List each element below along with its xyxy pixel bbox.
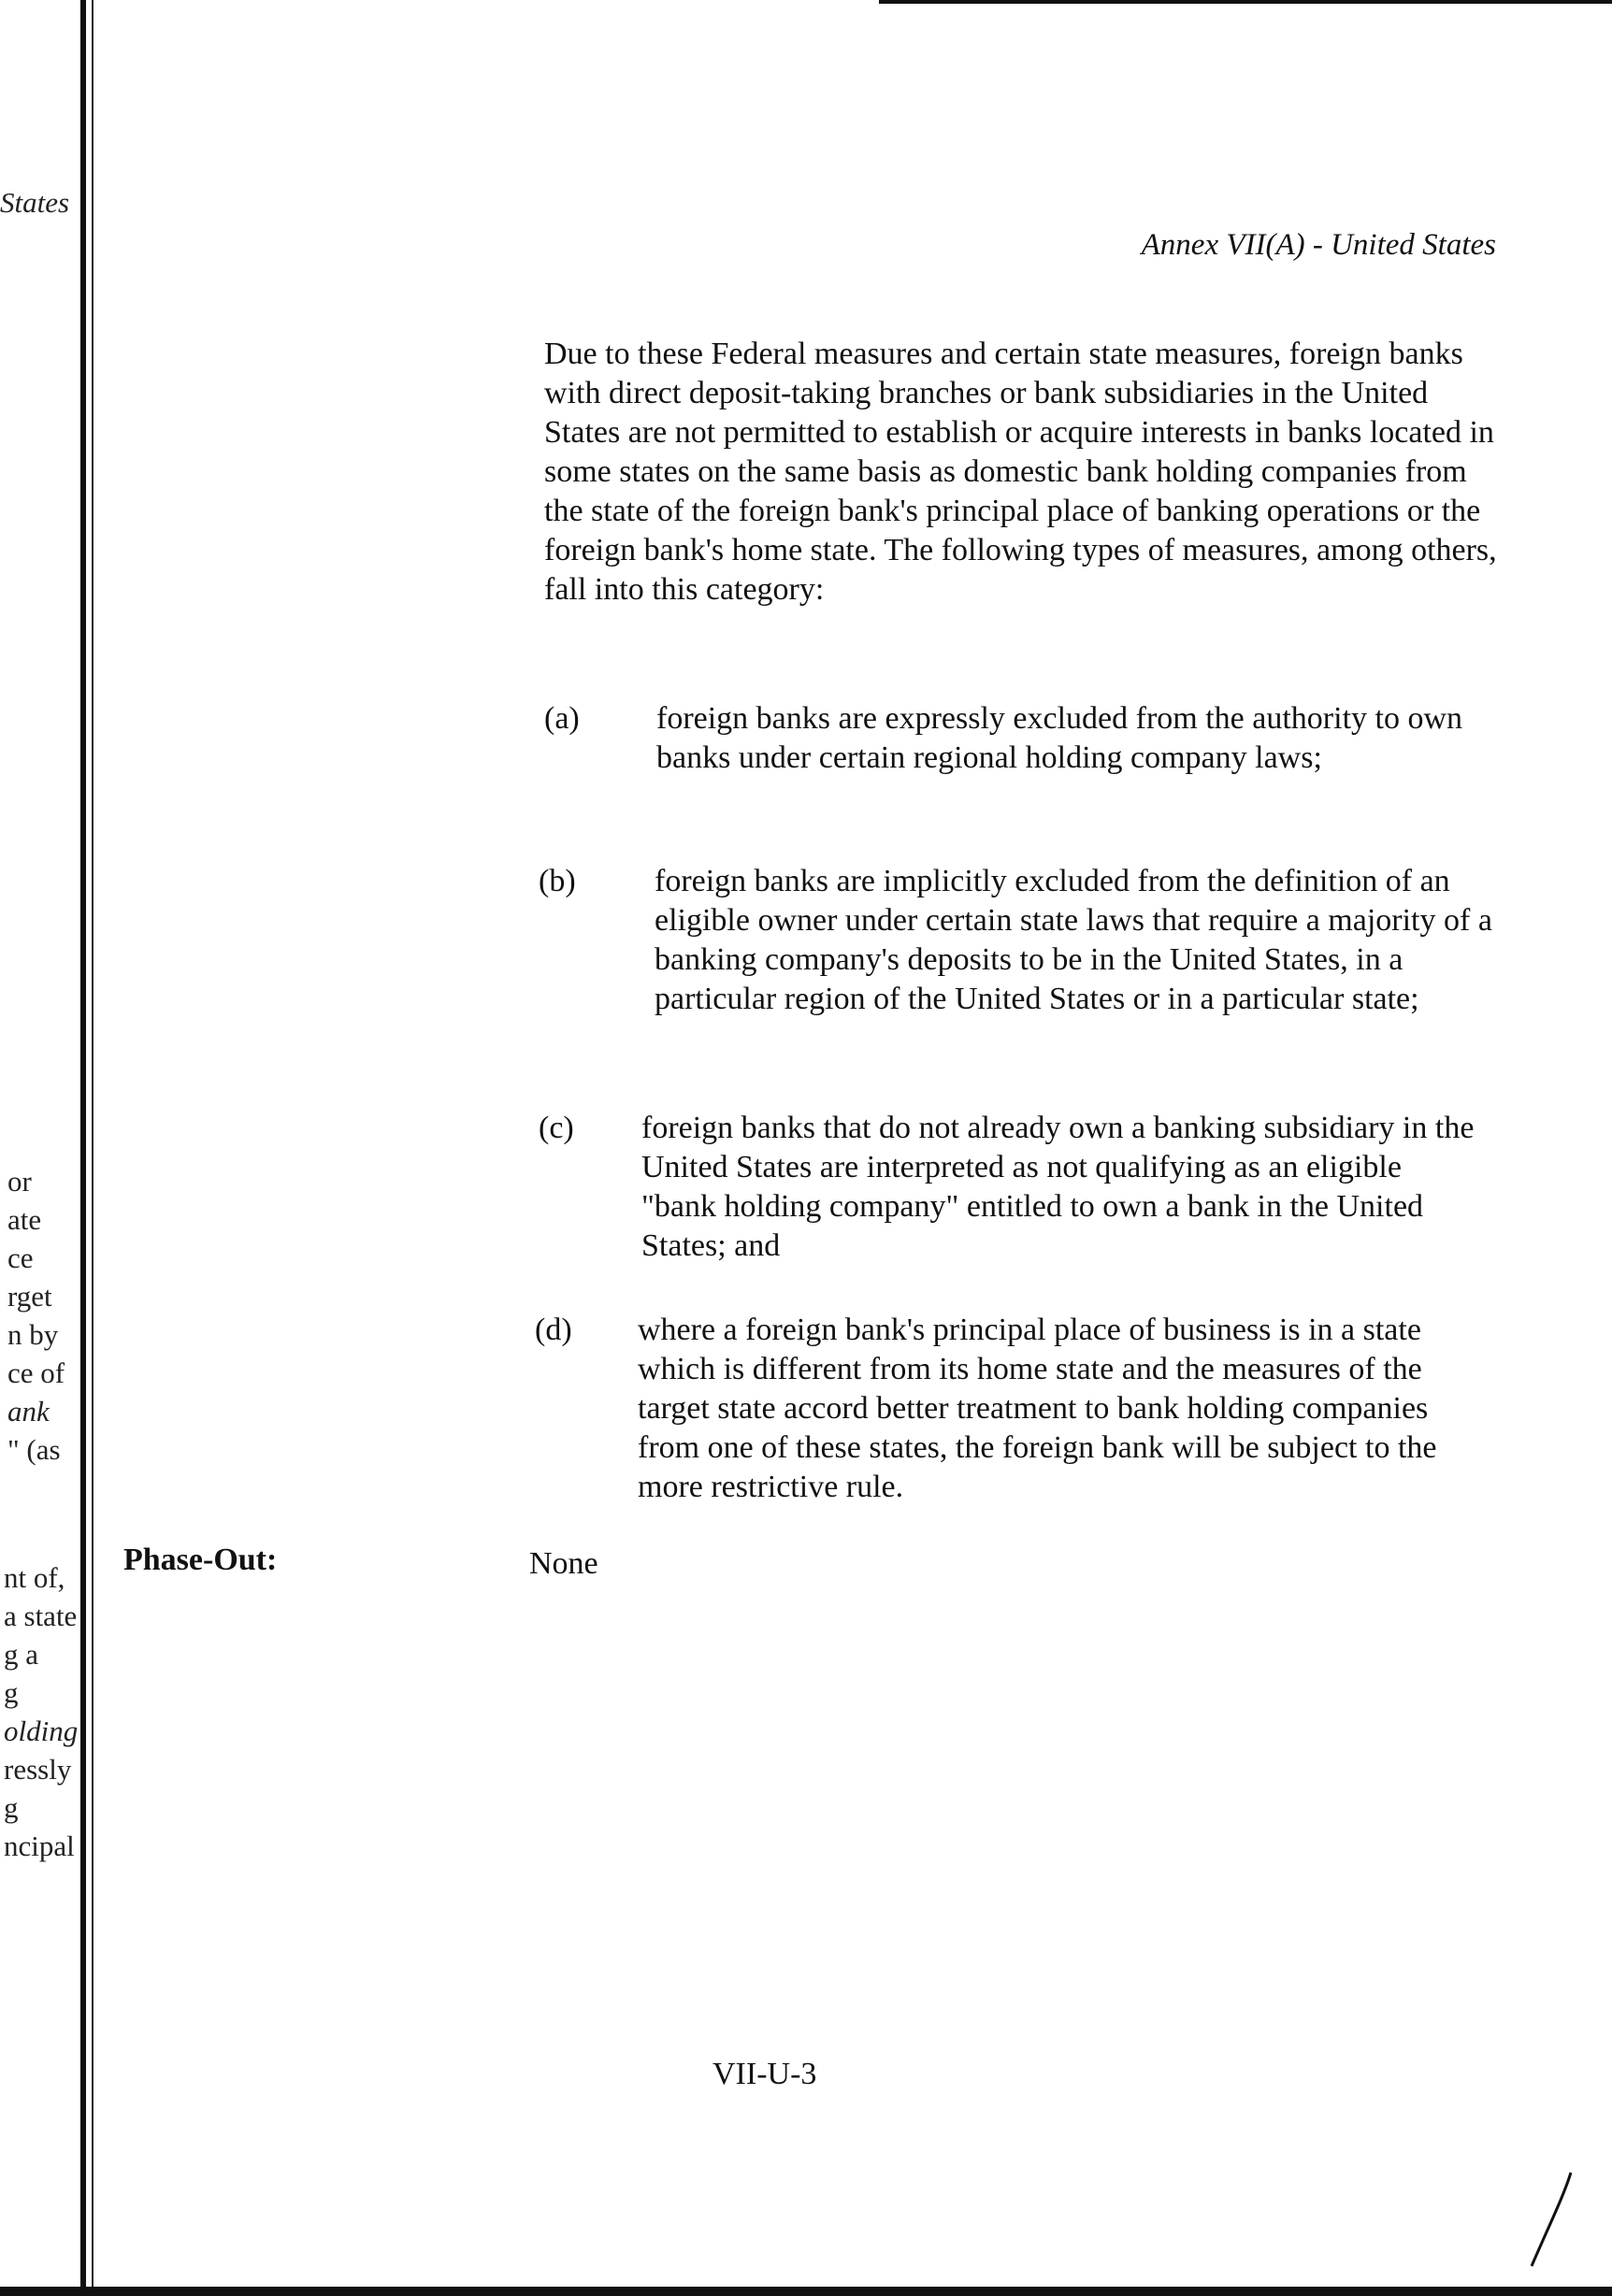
list-item-label: (c) [539,1111,574,1145]
list-item-text: foreign banks are expressly excluded from the authority to own banks under certain regional holding company laws; [656,701,1463,775]
stray-pen-mark [1522,2169,1578,2272]
fragment-line: ate [7,1203,42,1236]
fragment-line: nt of, [4,1561,65,1594]
adjacent-page-fragment-middle [0,1162,80,1469]
phase-out-value: None [529,1546,598,1581]
fragment-line: ncipal [4,1830,75,1862]
binding-edge-rule-thin [92,0,94,2296]
adjacent-page-fragment-lower [0,1558,84,1865]
fragment-line: rget [7,1280,52,1313]
page-number: VII-U-3 [712,2057,817,2091]
fragment-line: g [4,1676,19,1709]
list-item-label: (d) [535,1313,572,1347]
fragment-line: g [4,1791,19,1824]
list-item-text: foreign banks that do not already own a banking subsidiary in the United States are interpreted as not qualifying as an eligible "bank holding company" entitled to own a bank in the United States; and [641,1111,1475,1263]
phase-out-label: Phase-Out: [123,1543,278,1577]
fragment-line: ank [7,1395,50,1428]
list-item-text: foreign banks are implicitly excluded from the definition of an eligible owner under certain state laws that require a majority of a banking company's deposits to be in the United States, in a particular region of the United States or in a particular state; [655,864,1492,1016]
adjacent-page-fragment-top [0,183,80,222]
fragment-line: olding [4,1715,79,1747]
intro-paragraph: Due to these Federal measures and certain state measures, foreign banks with direct deposit-taking branches or bank subsidiaries in the United States are not permitted to establish or acquire interests in banks located in some states on the same basis as domestic bank holding companies from the state of the foreign bank's principal place of banking operations or the foreign bank's home state. The following types of measures, among others, fall into this category: [544,337,1497,607]
fragment-line: States [0,186,70,219]
fragment-line: ce of [7,1356,65,1389]
list-item-text: where a foreign bank's principal place of business is in a state which is different from its home state and the measures of the target state accord better treatment to bank holding companies from one of these states, the foreign bank will be subject to the more restrictive rule. [638,1313,1437,1504]
bottom-scan-rule [0,2287,1612,2296]
fragment-line: or [7,1165,32,1198]
binding-corner-notch [80,2272,108,2289]
top-scan-rule [879,0,1612,4]
fragment-line: ressly [4,1753,72,1786]
fragment-line: n by [7,1318,59,1351]
fragment-line: g a [4,1638,39,1671]
list-item-label: (b) [539,864,576,898]
running-header: Annex VII(A) - United States [1141,228,1496,262]
fragment-line: ce [7,1241,34,1274]
fragment-line: a state [4,1600,78,1632]
fragment-line: " (as [7,1433,61,1466]
binding-edge-rule [80,0,86,2296]
list-item-label: (a) [544,701,580,736]
